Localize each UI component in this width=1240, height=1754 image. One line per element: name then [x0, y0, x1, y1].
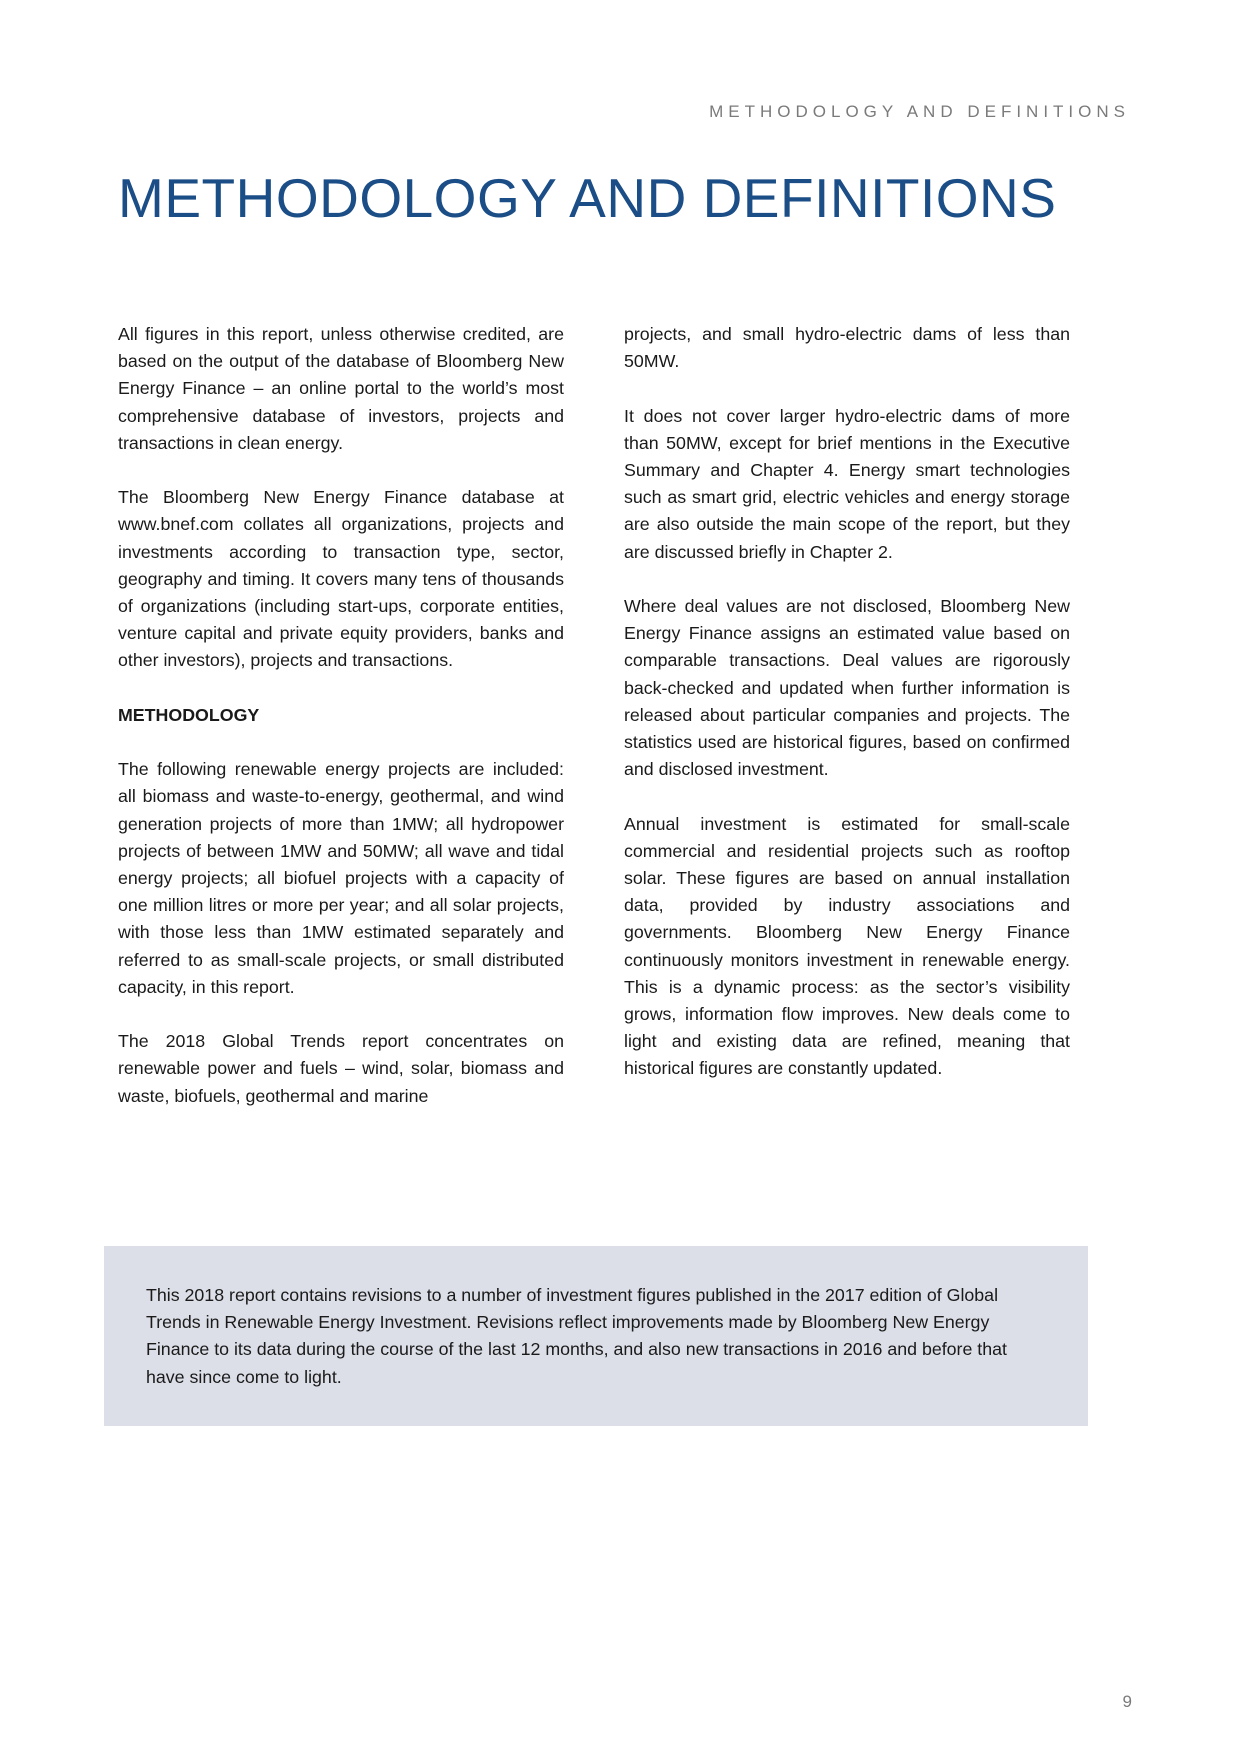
deal-values-paragraph: Where deal values are not disclosed, Bloomberg New Energy Finance assigns an estimated value based on comparable transactions. Deal values are rigorously back-checked and updated when further information is released about particular companies and projects. The statistics used are historical figures, based on confirmed and disclosed investment.: [624, 596, 1070, 780]
right-column: [624, 321, 1070, 1110]
methodology-heading: METHODOLOGY: [118, 704, 260, 725]
intro-paragraph: All figures in this report, unless otherwise credited, are based on the output of the database of Bloomberg New Energy Finance – an online portal to the world’s most comprehensive database of investors, projects and transactions in clean energy.: [118, 324, 564, 453]
included-projects-paragraph: The following renewable energy projects are included: all biomass and waste-to-energy, geothermal, and wind generation projects of more than 1MW; all hydropower projects of between 1MW and 50MW; all wave and tidal energy projects; all biofuel projects with a capacity of one million litres or more per year; and all solar projects, with those less than 1MW estimated separately and referred to as small-scale projects, or small distributed capacity, in this report.: [118, 759, 564, 997]
annual-investment-paragraph: Annual investment is estimated for small-scale commercial and residential projects such as rooftop solar. These figures are based on annual installation data, provided by industry associations and governments. Bloomberg New Energy Finance continuously monitors investment in renewable energy. This is a dynamic process: as the sector’s visibility grows, information flow improves. New deals come to light and existing data are refined, meaning that historical figures are constantly updated.: [624, 813, 1070, 1079]
page-title: METHODOLOGY AND DEFINITIONS: [118, 167, 1057, 229]
revisions-note-box: [104, 1246, 1088, 1426]
exclusions-paragraph: It does not cover larger hydro-electric dams of more than 50MW, except for brief mentions in the Executive Summary and Chapter 4. Energy smart technologies such as smart grid, electric vehicles and energy storage are also outside the main scope of the report, but they are discussed briefly in Chapter 2.: [624, 405, 1070, 562]
revisions-note-text: This 2018 report contains revisions to a number of investment figures published in the 2017 edition of Global Trends in Renewable Energy Investment. Revisions reflect improvements made by Bloomberg New Energy Finance to its data during the course of the last 12 months, and also new transactions in 2016 and before that have since come to light.: [146, 1285, 1007, 1387]
running-header: METHODOLOGY AND DEFINITIONS: [709, 102, 1130, 121]
scope-continued-paragraph: projects, and small hydro-electric dams of less than 50MW.: [624, 324, 1070, 372]
scope-paragraph: The 2018 Global Trends report concentrates on renewable power and fuels – wind, solar, biomass and waste, biofuels, geothermal and marine: [118, 1031, 564, 1106]
page-number: 9: [1122, 1692, 1132, 1711]
left-column: [118, 321, 564, 1137]
database-paragraph: The Bloomberg New Energy Finance database at www.bnef.com collates all organizations, projects and investments according to transaction type, sector, geography and timing. It covers many tens of thousands of organizations (including start-ups, corporate entities, venture capital and private equity providers, banks and other investors), projects and transactions.: [118, 487, 564, 671]
